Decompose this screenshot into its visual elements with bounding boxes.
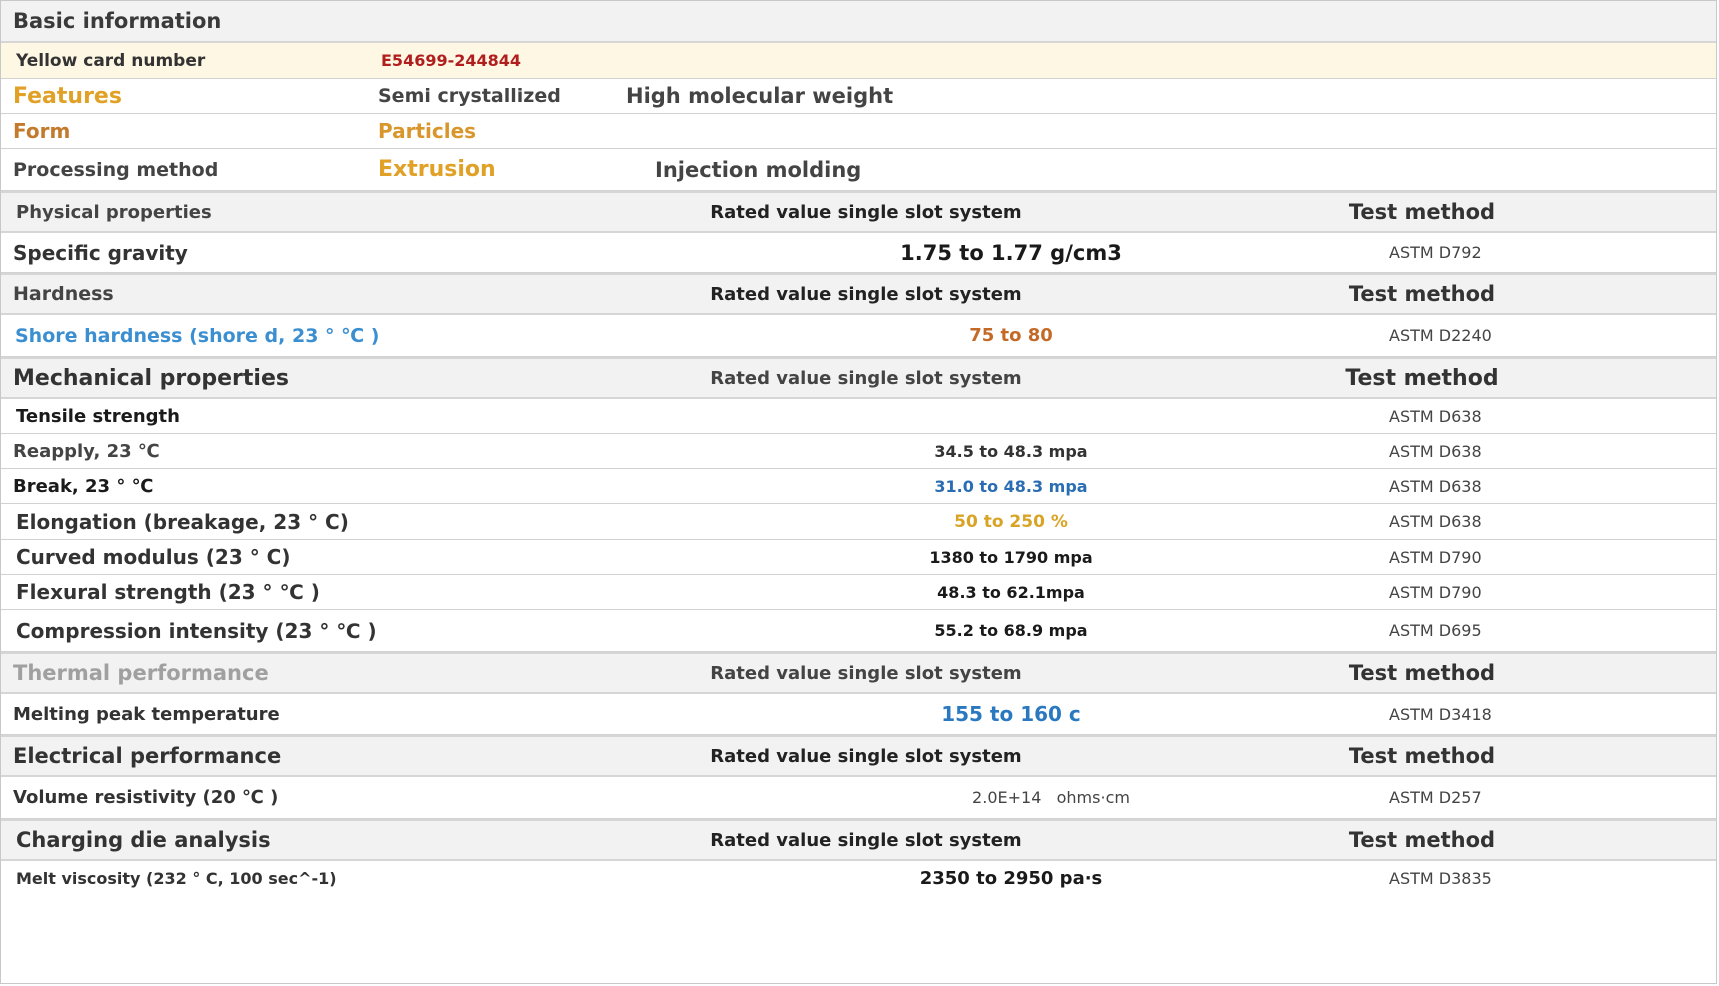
section-title: Electrical performance (13, 744, 282, 768)
test-column-header: Test method (1348, 661, 1496, 685)
features-label: Features (13, 83, 122, 109)
property-value: 48.3 to 62.1mpa (937, 582, 1085, 602)
property-name: Volume resistivity (20 ℃ ) (13, 787, 279, 808)
table-row (1, 610, 1716, 652)
table-row (1, 399, 1716, 434)
section-title: Mechanical properties (13, 365, 289, 391)
property-value: 55.2 to 68.9 mpa (934, 621, 1088, 640)
test-method: ASTM D257 (1389, 788, 1482, 807)
property-value: 1380 to 1790 mpa (929, 547, 1093, 567)
property-name: Shore hardness (shore d, 23 ° ℃ ) (15, 324, 380, 347)
section-title: Hardness (13, 283, 114, 305)
table-row (1, 575, 1716, 610)
test-column-header: Test method (1348, 200, 1496, 224)
test-method: ASTM D790 (1389, 547, 1482, 567)
test-column-header: Test method (1348, 744, 1496, 768)
property-name: Flexural strength (23 ° ℃ ) (16, 580, 320, 604)
feature-value: Semi crystallized (378, 85, 561, 107)
rated-column-header: Rated value single slot system (710, 367, 1022, 389)
table-row (1, 861, 1716, 895)
test-method: ASTM D2240 (1389, 326, 1492, 345)
rated-column-header: Rated value single slot system (710, 745, 1022, 767)
property-name: Break, 23 ° ℃ (13, 475, 154, 497)
test-method: ASTM D638 (1389, 476, 1482, 496)
test-method: ASTM D638 (1389, 512, 1482, 531)
section-header-electrical (1, 735, 1716, 777)
property-value: 155 to 160 c (941, 702, 1081, 726)
section-title: Thermal performance (13, 661, 269, 685)
processing-value: Extrusion (378, 157, 496, 182)
features-row (1, 79, 1716, 114)
test-column-header: Test method (1345, 365, 1499, 391)
property-value: 1.75 to 1.77 g/cm3 (900, 240, 1122, 265)
section-header-mechanical (1, 357, 1716, 399)
table-row (1, 434, 1716, 469)
test-column-header: Test method (1348, 828, 1496, 852)
table-row (1, 233, 1716, 273)
test-column-header: Test method (1348, 282, 1496, 306)
section-header-charging (1, 819, 1716, 861)
yellow-card-label: Yellow card number (16, 50, 206, 71)
test-method: ASTM D695 (1389, 621, 1482, 640)
yellow-card-value: E54699-244844 (381, 51, 522, 70)
section-title: Basic information (13, 9, 222, 33)
property-name: Reapply, 23 ℃ (13, 440, 160, 462)
test-method: ASTM D790 (1389, 582, 1482, 602)
section-header-physical (1, 191, 1716, 233)
property-name: Elongation (breakage, 23 ° C) (16, 509, 349, 534)
rated-column-header: Rated value single slot system (710, 283, 1022, 305)
feature-value: High molecular weight (626, 84, 894, 108)
form-label: Form (13, 119, 71, 143)
property-name: Curved modulus (23 ° C) (16, 545, 291, 569)
test-method: ASTM D638 (1389, 406, 1482, 426)
test-method: ASTM D792 (1389, 243, 1482, 262)
processing-label: Processing method (13, 158, 219, 181)
table-row (1, 540, 1716, 575)
processing-row (1, 149, 1716, 191)
section-header-thermal (1, 652, 1716, 694)
property-name: Tensile strength (16, 405, 180, 427)
property-name: Melting peak temperature (13, 703, 280, 725)
form-row (1, 114, 1716, 149)
property-value: 75 to 80 (969, 325, 1053, 346)
property-value: 2.0E+14 ohms·cm (972, 788, 1130, 807)
property-name: Specific gravity (13, 240, 188, 265)
processing-value: Injection molding (655, 157, 862, 182)
table-row (1, 504, 1716, 540)
property-name: Melt viscosity (232 ° C, 100 sec^-1) (16, 868, 337, 888)
property-value: 34.5 to 48.3 mpa (934, 441, 1088, 461)
rated-column-header: Rated value single slot system (710, 829, 1022, 851)
table-row (1, 694, 1716, 735)
property-value: 2350 to 2950 pa·s (919, 867, 1103, 889)
property-value: 31.0 to 48.3 mpa (934, 476, 1088, 496)
table-row (1, 469, 1716, 504)
property-name: Compression intensity (23 ° ℃ ) (16, 618, 377, 643)
table-row (1, 315, 1716, 357)
test-method: ASTM D3835 (1389, 868, 1492, 888)
form-value: Particles (378, 119, 477, 143)
rated-column-header: Rated value single slot system (710, 662, 1022, 684)
table-row (1, 777, 1716, 819)
section-header-basic (1, 1, 1716, 43)
property-value: 50 to 250 % (954, 511, 1068, 532)
section-title: Physical properties (16, 201, 212, 223)
test-method: ASTM D3418 (1389, 704, 1492, 724)
yellow-card-row (1, 43, 1716, 79)
section-header-hardness (1, 273, 1716, 315)
section-title: Charging die analysis (16, 828, 271, 852)
test-method: ASTM D638 (1389, 441, 1482, 461)
rated-column-header: Rated value single slot system (710, 201, 1022, 223)
